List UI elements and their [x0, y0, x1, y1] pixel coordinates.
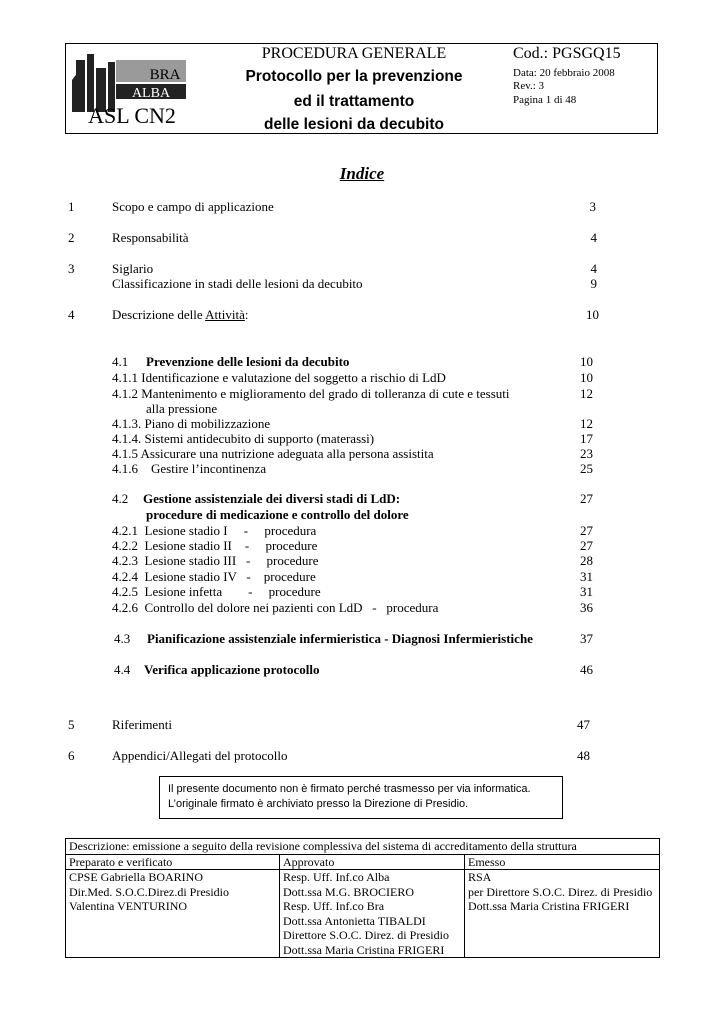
- toc-entry[interactable]: 4.2.6 Controllo del dolore nei pazienti con LdD - procedura: [112, 600, 439, 615]
- approval-table: [65, 838, 660, 958]
- toc-entry[interactable]: 4.2.5 Lesione infetta - procedure: [112, 584, 321, 599]
- toc-number: 4.3: [114, 631, 131, 646]
- logo-alba-text: ALBA: [131, 86, 171, 101]
- approved-line: Resp. Uff. Inf.co Alba: [283, 870, 390, 884]
- toc-page: 12: [580, 416, 593, 431]
- approved-line: Resp. Uff. Inf.co Bra: [283, 899, 385, 913]
- toc-page: 10: [586, 307, 599, 322]
- toc-entry-underlined: Attività: [205, 307, 245, 322]
- doc-title-line3: delle lesioni da decubito: [263, 116, 444, 133]
- toc-entry[interactable]: Pianificazione assistenziale infermieristica - Diagnosi Infermieristiche: [147, 631, 533, 646]
- toc-entry[interactable]: Siglario: [112, 261, 154, 276]
- toc-entry-continuation: alla pressione: [146, 401, 218, 416]
- toc-entry[interactable]: 4.1.4. Sistemi antidecubito di supporto (materassi): [112, 431, 375, 446]
- approved-line: Dott.ssa Maria Cristina FRIGERI: [283, 942, 445, 957]
- index-title: Indice: [339, 164, 385, 183]
- toc-number: 6: [68, 748, 75, 763]
- toc-page: 10: [580, 354, 593, 369]
- toc-entry-continuation: procedure di medicazione e controllo del dolore: [146, 507, 409, 522]
- toc-entry[interactable]: 4.2.3 Lesione stadio III - procedure: [112, 553, 319, 568]
- doc-title-line2: ed il trattamento: [293, 93, 415, 110]
- toc-entry[interactable]: 4.1.5 Assicurare una nutrizione adeguata alla persona assistita: [112, 446, 434, 461]
- toc-entry[interactable]: Appendici/Allegati del protocollo: [112, 748, 288, 763]
- toc-page: 28: [580, 553, 593, 568]
- toc-number: 4.2: [112, 491, 129, 506]
- toc-entry[interactable]: 4.1.2 Mantenimento e miglioramento del grado di tolleranza di cute e tessuti: [112, 386, 510, 401]
- toc-number: 5: [68, 717, 75, 732]
- toc-number: 2: [68, 230, 75, 245]
- logo-asl-text: ASL CN2: [88, 103, 176, 128]
- notice-line: L’originale firmato è archiviato presso la Direzione di Presidio.: [168, 798, 469, 810]
- doc-title-line1: Protocollo per la prevenzione: [245, 68, 463, 85]
- issued-line: Dott.ssa Maria Cristina FRIGERI: [468, 899, 630, 913]
- toc-page: 25: [580, 461, 593, 476]
- signature-notice: [159, 776, 563, 819]
- toc-page: 48: [577, 748, 590, 763]
- issued-cell: [465, 870, 660, 958]
- approved-line: Direttore S.O.C. Direz. di Presidio: [283, 928, 449, 942]
- approved-cell: [280, 870, 465, 958]
- toc-entry[interactable]: Verifica applicazione protocollo: [144, 662, 320, 677]
- approved-line: Dott.ssa M.G. BROCIERO: [283, 884, 415, 899]
- header-issued: Emesso: [465, 854, 660, 870]
- procedure-type: PROCEDURA GENERALE: [261, 45, 447, 62]
- toc-number: 4.1: [112, 354, 129, 369]
- toc-entry-text: Descrizione delle: [112, 307, 206, 322]
- description-cell: Descrizione: emissione a seguito della revisione complessiva del sistema di accreditamento della struttura: [66, 839, 660, 855]
- toc-page: 4: [590, 261, 597, 276]
- toc-number: 4.4: [114, 662, 131, 677]
- document-header: [65, 43, 658, 134]
- prepared-line: Valentina VENTURINO: [69, 899, 188, 913]
- toc-page: 47: [577, 717, 590, 732]
- notice-line: Il presente documento non è firmato perché trasmesso per via informatica.: [168, 783, 531, 795]
- toc-page: 4: [590, 230, 597, 245]
- header-prepared: Preparato e verificato: [66, 854, 280, 870]
- doc-page: Pagina 1 di 48: [513, 94, 577, 106]
- toc-entry[interactable]: 4.1.6 Gestire l’incontinenza: [112, 461, 267, 476]
- toc-entry[interactable]: Scopo e campo di applicazione: [112, 199, 274, 214]
- toc-page: 17: [580, 431, 593, 446]
- toc-page: 36: [580, 600, 593, 615]
- header-approved: Approvato: [280, 854, 465, 870]
- issued-line: RSA: [468, 870, 492, 884]
- toc-entry[interactable]: Riferimenti: [112, 717, 172, 732]
- doc-revision: Rev.: 3: [513, 80, 545, 92]
- toc-entry[interactable]: 4.2.2 Lesione stadio II - procedure: [112, 538, 318, 553]
- toc-page: 46: [580, 662, 593, 677]
- prepared-cell: [66, 870, 280, 958]
- toc-entry[interactable]: 4.1.1 Identificazione e valutazione del soggetto a rischio di LdD: [112, 370, 446, 385]
- issued-line: per Direttore S.O.C. Direz. di Presidio: [468, 884, 653, 899]
- approved-line: Dott.ssa Antonietta TIBALDI: [283, 913, 426, 928]
- asl-cn2-logo: [70, 50, 195, 130]
- toc-entry[interactable]: Classificazione in stadi delle lesioni da decubito: [112, 276, 363, 291]
- toc-page: 27: [580, 523, 593, 538]
- toc-entry[interactable]: 4.2.1 Lesione stadio I - procedura: [112, 523, 317, 538]
- toc-number: 1: [68, 199, 75, 214]
- toc-page: 37: [580, 631, 593, 646]
- toc-page: 12: [580, 386, 593, 401]
- toc-number: 4: [68, 307, 75, 322]
- toc-page: 27: [580, 491, 593, 506]
- doc-code: Cod.: PGSGQ15: [513, 45, 621, 62]
- toc-entry[interactable]: 4.1.3. Piano di mobilizzazione: [112, 416, 271, 431]
- toc-page: 10: [580, 370, 593, 385]
- toc-page: 9: [590, 276, 597, 291]
- toc-page: 31: [580, 569, 593, 584]
- toc-entry[interactable]: Prevenzione delle lesioni da decubito: [146, 354, 350, 369]
- toc-page: 23: [580, 446, 593, 461]
- prepared-line: CPSE Gabriella BOARINO: [69, 870, 203, 884]
- toc-entry[interactable]: 4.2.4 Lesione stadio IV - procedure: [112, 569, 316, 584]
- prepared-line: Dir.Med. S.O.C.Direz.di Presidio: [69, 884, 229, 899]
- logo-bra-text: BRA: [149, 67, 181, 83]
- toc-page: 3: [589, 199, 596, 214]
- doc-date: Data: 20 febbraio 2008: [513, 67, 615, 79]
- toc-entry[interactable]: [112, 307, 248, 323]
- toc-entry[interactable]: Gestione assistenziale dei diversi stadi di LdD:: [143, 491, 401, 506]
- toc-page: 31: [580, 584, 593, 599]
- toc-number: 3: [68, 261, 75, 276]
- toc-entry[interactable]: Responsabilità: [112, 230, 189, 245]
- toc-page: 27: [580, 538, 593, 553]
- toc-entry-colon: :: [244, 307, 249, 322]
